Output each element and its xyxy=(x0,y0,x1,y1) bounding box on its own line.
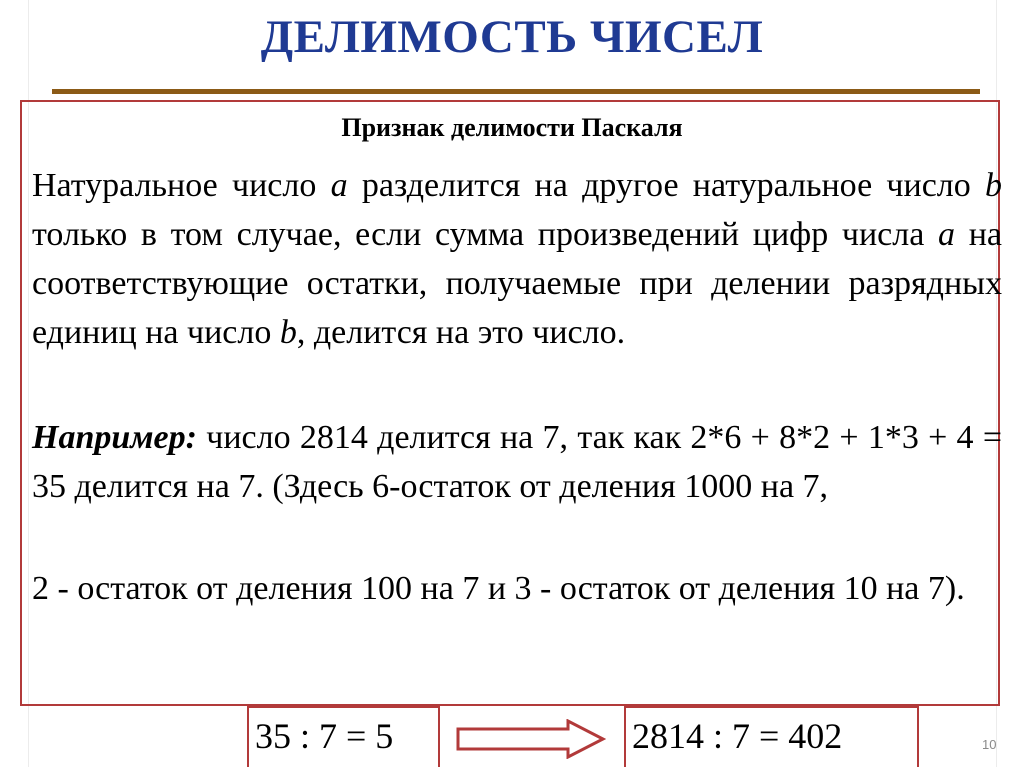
section-subtitle: Признак делимости Паскаля xyxy=(341,113,683,142)
variable-b: b xyxy=(985,167,1003,204)
rule-text-5: , делится на это число. xyxy=(296,314,626,351)
rule-paragraph xyxy=(32,161,1002,357)
rule-text-4: на соответствующие остатки, получаемые при делении разрядных единиц на число xyxy=(32,216,1002,351)
variable-a: a xyxy=(330,167,348,204)
example-text: число 2814 делится на 7, так как 2*6 + 8*2 + 1*3 + 4 = 35 делится на 7. (Здесь 6-остаток от деления 1000 на 7, xyxy=(32,419,1002,505)
right-arrow-icon xyxy=(456,719,606,759)
slide-title: ДЕЛИМОСТЬ ЧИСЕЛ xyxy=(260,11,764,63)
rule-text-3: только в том случае, если сумма произведений цифр числа xyxy=(32,216,939,253)
example-paragraph xyxy=(32,413,1002,511)
title-underline xyxy=(52,89,980,94)
page-number: 10 xyxy=(982,737,997,752)
remainder-paragraph: 2 - остаток от деления 100 на 7 и 3 - остаток от деления 10 на 7). xyxy=(32,570,965,607)
variable-a-2: a xyxy=(938,216,956,253)
rule-text-2: разделится на другое натуральное число xyxy=(347,167,986,204)
variable-b-2: b xyxy=(279,314,297,351)
rule-text-1: Натуральное число xyxy=(32,167,331,204)
equation-right: 2814 : 7 = 402 xyxy=(632,716,843,756)
equation-left: 35 : 7 = 5 xyxy=(255,716,394,756)
example-lead: Например: xyxy=(32,419,197,456)
